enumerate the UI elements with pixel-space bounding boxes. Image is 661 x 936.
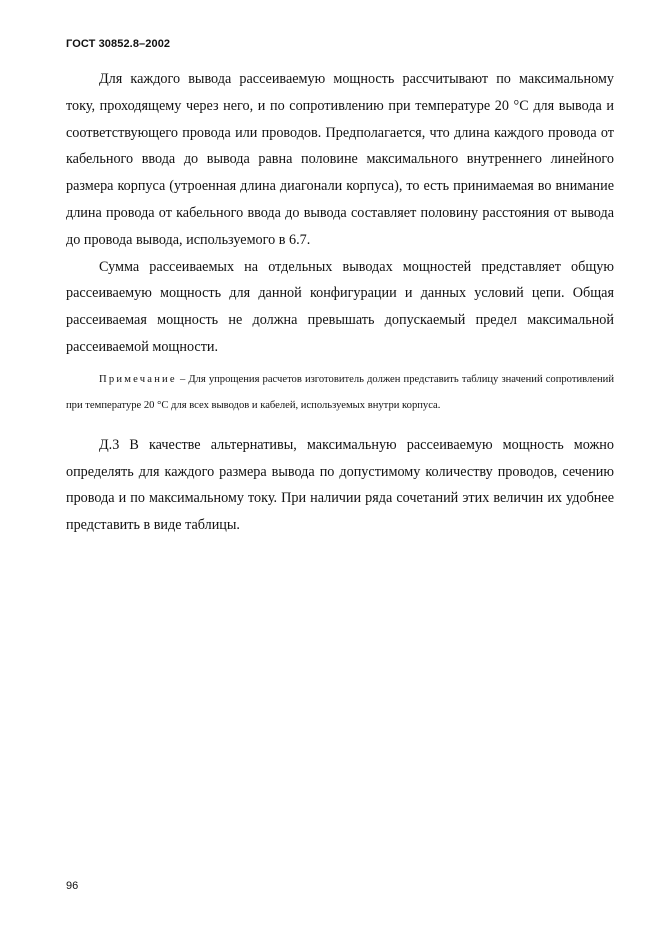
note <box>66 367 614 419</box>
document-body <box>66 66 614 539</box>
page-header-standard-code: ГОСТ 30852.8–2002 <box>66 38 171 50</box>
paragraph-power-calculation: Для каждого вывода рассеиваемую мощность рассчитывают по максимальному току, проходящему через него, и по сопротивлению при температуре 20 °С для вывода и соответствующего провода или проводов. Предполагается, что длина каждого провода от кабельного ввода до вывода равна половине максимального внутреннего линейного размера корпуса (утроенная длина диагонали корпуса), то есть принимаемая во внимание длина провода от кабельного ввода до вывода составляет половину расстояния от вывода до провода вывода, используемого в 6.7. <box>66 71 614 248</box>
note-text: – Для упрощения расчетов изготовитель должен представить таблицу значений сопротивлений при температуре 20 °С для всех выводов и кабелей, используемых внутри корпуса. <box>66 373 614 411</box>
paragraph-d3: Д.3 В качестве альтернативы, максимальную рассеиваемую мощность можно определять для каждого размера вывода по допустимому количеству проводов, сечению провода и по максимальному току. При наличии ряда сочетаний этих величин их удобнее представить в виде таблицы. <box>66 436 614 534</box>
paragraph-total-power: Сумма рассеиваемых на отдельных выводах мощностей представляет общую рассеиваемую мощность для данной конфигурации и данных условий цепи. Общая рассеиваемая мощность не должна превышать допускаемый предел максимальной рассеиваемой мощности. <box>66 258 614 355</box>
page-number: 96 <box>66 880 79 892</box>
note-label: Примечание <box>99 373 177 385</box>
